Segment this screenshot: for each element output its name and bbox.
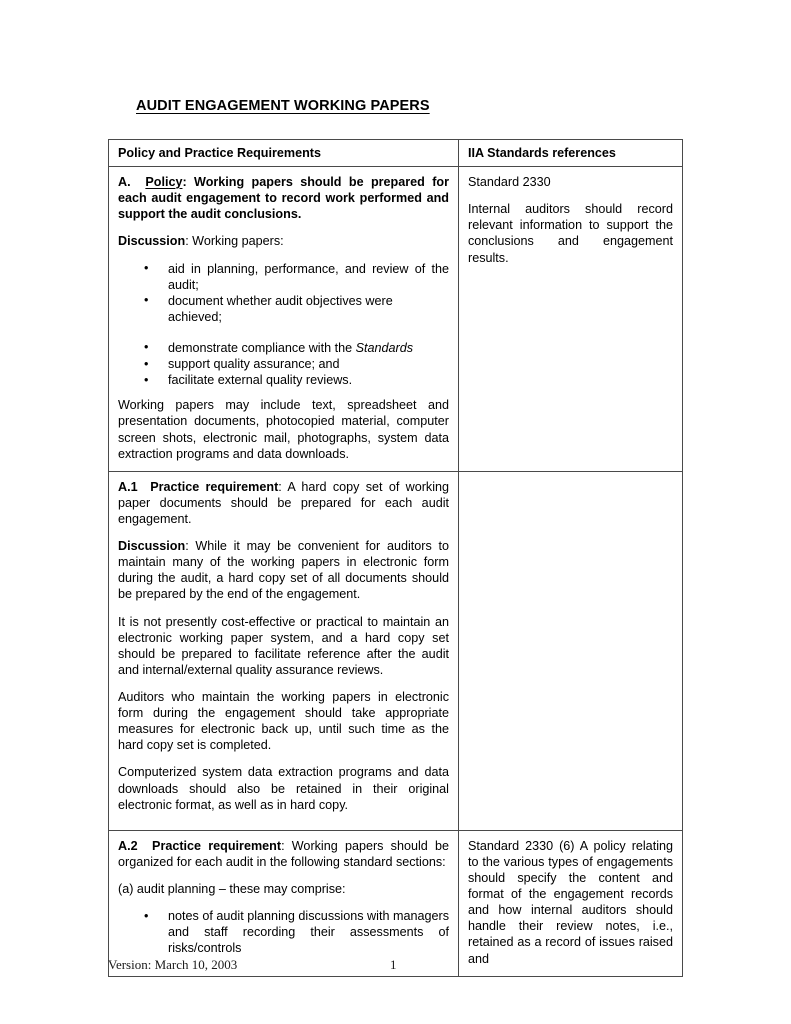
section-a1-label: Practice requirement bbox=[150, 479, 279, 494]
section-a2-policy-cell bbox=[109, 830, 459, 976]
section-a-discussion-line bbox=[118, 233, 449, 249]
section-a2-subitem-a: (a) audit planning – these may comprise: bbox=[118, 881, 346, 896]
section-a-label: A. bbox=[118, 175, 131, 190]
section-a1-paragraph-3: Auditors who maintain the working papers in electronic form during the engagement should take appropriate measures for electronic back up, until such time as the hard copy set is completed. bbox=[118, 689, 449, 753]
standard-text: Standard 2330 (6) A policy relating to the various types of engagements should specify the content and format of the engagement records and how internal auditors should handle their review notes, i.e., retained as a record of issues raised and bbox=[468, 838, 673, 966]
section-a2-label: Practice requirement bbox=[152, 838, 282, 853]
standards-italic: Standards bbox=[355, 340, 414, 355]
table-row bbox=[109, 471, 683, 830]
section-a-heading-text: : Working papers should be prepared for each audit engagement to record work performed and support the audit conclusions. bbox=[118, 175, 450, 222]
section-a-heading bbox=[118, 174, 449, 222]
footer-page-number: 1 bbox=[390, 957, 397, 972]
section-a1-policy-cell bbox=[109, 471, 459, 830]
section-a1-discussion bbox=[118, 538, 449, 602]
section-a-discussion-label: Discussion bbox=[118, 234, 186, 249]
section-a1-number: A.1 bbox=[118, 479, 138, 494]
table-row bbox=[109, 830, 683, 976]
section-a-standards-cell bbox=[459, 167, 683, 472]
section-a1-discussion-text: : While it may be convenient for auditors to maintain many of the working papers in electronic form during the audit, a hard copy set of all documents should be prepared by the end of the engagement. bbox=[118, 539, 449, 602]
section-a2-standards-cell bbox=[459, 830, 683, 976]
footer-version: Version: March 10, 2003 bbox=[108, 957, 238, 972]
section-a1-heading-text: : A hard copy set of working paper documents should be prepared for each audit engagement. bbox=[118, 479, 450, 526]
table-header-row bbox=[109, 140, 683, 167]
list-item: • aid in planning, performance, and review of the audit; bbox=[118, 261, 449, 293]
list-item: • notes of audit planning discussions with managers and staff recording their assessments of risks/controls bbox=[118, 908, 449, 956]
column-header-standards: IIA Standards references bbox=[459, 140, 683, 167]
standard-text: Internal auditors should record relevant information to support the conclusions and engagement results. bbox=[468, 202, 673, 265]
list-item: • support quality assurance; and bbox=[118, 356, 449, 372]
section-a-policy-word: Policy bbox=[145, 175, 183, 190]
list-item: • facilitate external quality reviews. bbox=[118, 372, 449, 388]
section-a2-heading-text: : Working papers should be organized for each audit in the following standard sections: bbox=[118, 838, 450, 869]
list-item: • document whether audit objectives were achieved; bbox=[118, 293, 449, 325]
list-item-label: demonstrate compliance with the bbox=[168, 340, 356, 355]
policy-requirements-table bbox=[108, 139, 683, 977]
list-item bbox=[118, 340, 449, 356]
page-title: AUDIT ENGAGEMENT WORKING PAPERS bbox=[136, 98, 430, 114]
section-a1-paragraph-2: It is not presently cost-effective or practical to maintain an electronic working paper system, and a hard copy set should be prepared to facilitate reference after the audit and internal/external quality assurance reviews. bbox=[118, 614, 449, 677]
section-a1-heading bbox=[118, 479, 449, 527]
section-a2-heading bbox=[118, 838, 449, 870]
section-a-discussion-text: : Working papers: bbox=[185, 234, 284, 249]
section-a-bullet-list bbox=[118, 261, 449, 389]
section-a-closing-paragraph: Working papers may include text, spreadsheet and presentation documents, photocopied material, computer screen shots, electronic mail, photographs, system data extraction programs and data downloads. bbox=[118, 398, 449, 461]
column-header-policy: Policy and Practice Requirements bbox=[109, 140, 459, 167]
section-a2-number: A.2 bbox=[118, 838, 138, 853]
table-row bbox=[109, 167, 683, 472]
standard-reference: Standard 2330 bbox=[468, 175, 551, 190]
section-a1-paragraph-4: Computerized system data extraction programs and data downloads should also be retained in their original electronic format, as well as in hard copy. bbox=[118, 765, 449, 812]
section-a1-standards-cell bbox=[459, 471, 683, 830]
section-a-policy-cell bbox=[109, 167, 459, 472]
section-a1-discussion-label: Discussion bbox=[118, 539, 186, 554]
